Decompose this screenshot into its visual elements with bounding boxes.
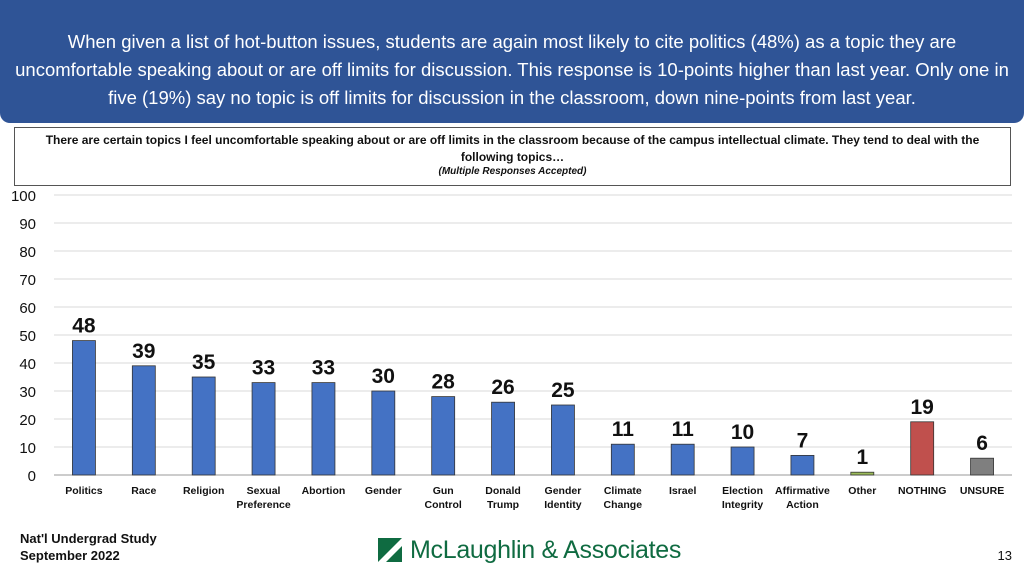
data-label: 39 [132,339,156,363]
x-tick-label: Climate [603,485,642,497]
question-note: (Multiple Responses Accepted) [438,166,587,177]
bar [252,383,275,475]
data-label: 11 [611,418,634,442]
x-tick-label: Abortion [301,485,346,497]
bar [372,391,395,475]
y-tick-label: 80 [19,244,36,261]
data-label: 1 [856,446,869,470]
bar [192,377,215,475]
x-tick-label: Action [786,499,819,511]
bar [671,444,694,475]
bar [432,397,455,475]
data-label: 48 [72,314,96,338]
study-name: Nat'l Undergrad Study [20,531,157,546]
x-tick-label: Religion [182,485,225,497]
y-tick-label: 30 [19,384,36,401]
y-tick-label: 60 [19,300,36,317]
y-tick-label: 70 [19,272,36,289]
data-label: 33 [251,356,276,380]
header-summary: When given a list of hot-button issues, students are again most likely to cite politics (48%) as a topic they are uncomfortable speaking about or are off limits for discussion. This response is 10-points higher than last year. Only one in five (19%) say no topic is off limits for discussion in the classroom, down nine-points from last year. [15,31,1009,108]
logo-mark-icon [378,538,402,562]
x-tick-label: Israel [668,485,697,497]
x-tick-label: Other [848,485,877,497]
bar [312,383,335,475]
x-tick-label: Gender [544,485,582,497]
data-label: 6 [976,432,988,456]
y-tick-label: 40 [19,356,36,373]
brand-logo [378,533,681,567]
x-tick-label: Preference [236,499,291,511]
x-tick-label: Control [424,499,462,511]
bar [851,472,874,475]
bar [551,405,574,475]
bar [971,458,994,475]
bar [911,422,934,475]
study-info [20,530,157,564]
data-label: 33 [311,356,336,380]
data-label: 30 [371,365,395,388]
x-tick-label: Election [722,485,763,497]
bar [611,444,634,475]
x-tick-label: Sexual [246,485,281,497]
y-tick-label: 90 [19,216,36,233]
data-label: 19 [910,395,934,419]
data-label: 26 [491,376,515,400]
x-tick-label: UNSURE [959,485,1005,497]
y-tick-label: 20 [19,412,36,429]
x-tick-label: Gender [364,485,402,497]
x-tick-label: Affirmative [775,485,830,497]
bar [492,402,515,475]
bar [791,455,814,475]
bar-chart [0,188,1024,528]
data-label: 35 [192,351,216,374]
brand-name: McLaughlin & Associates [410,535,682,564]
data-label: 7 [796,429,809,453]
data-label: 25 [551,379,575,402]
y-tick-label: 0 [27,468,36,485]
y-tick-label: 50 [19,328,36,345]
x-tick-label: Politics [65,485,103,497]
x-tick-label: Race [131,485,157,497]
question-text: There are certain topics I feel uncomfortable speaking about or are off limits in the classroom because of the campus intellectual climate. They tend to deal with the following topics… [45,133,980,164]
page-number: 13 [997,548,1012,563]
study-date: September 2022 [20,548,120,563]
bar [731,447,754,475]
x-tick-label: Gun [432,485,454,497]
y-tick-label: 10 [19,440,36,457]
header-banner [0,0,1024,123]
x-tick-label: Donald [485,485,521,497]
bar [132,366,155,475]
question-box [14,127,1011,186]
data-label: 10 [730,421,755,444]
x-tick-label: Trump [487,499,520,511]
x-tick-label: Identity [544,499,582,511]
x-tick-label: Integrity [721,499,764,511]
data-label: 28 [431,370,455,394]
data-label: 11 [671,418,694,442]
x-tick-label: NOTHING [897,485,947,497]
x-tick-label: Change [603,499,643,511]
bar [72,341,95,475]
y-tick-label: 100 [10,188,36,205]
